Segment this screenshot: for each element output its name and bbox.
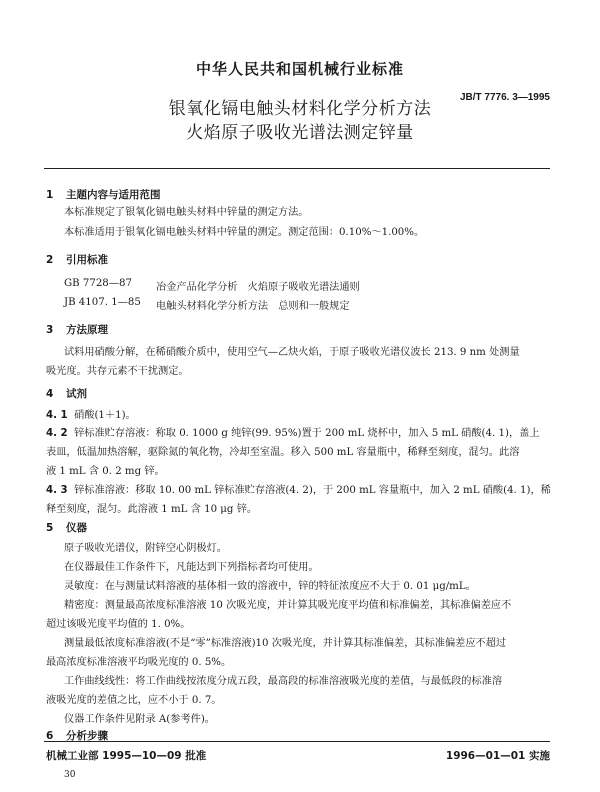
- paragraph: 表皿，低温加热溶解，驱除氮的氧化物，冷却至室温。移入 500 mL 容量瓶中，稀释至刻度，混匀。此溶: [46, 447, 520, 458]
- item-text: 锌标准贮存溶液：称取 0. 1000 g 纯锌(99. 95%)置于 200 mL 烧杯中，加入 5 mL 硝酸(4. 1)，盖上: [74, 428, 540, 439]
- reagent-item: [46, 406, 136, 426]
- item-text: 锌标准溶液：移取 10. 00 mL 锌标准贮存溶液(4. 2)，于 200 mL 容量瓶中，加入 2 mL 硝酸(4. 1)，稀: [74, 485, 551, 496]
- section-title: 方法原理: [66, 324, 108, 336]
- reagent-item: [46, 424, 540, 444]
- section-title: 试剂: [66, 388, 87, 400]
- paragraph: 最高浓度标准溶液平均吸光度的 0. 5%。: [46, 657, 232, 668]
- reference-code: JB 4107. 1—85: [64, 297, 141, 308]
- section-title: 分析步骤: [66, 730, 108, 742]
- section-number: 5: [46, 522, 54, 534]
- section-1-heading: [46, 187, 161, 202]
- paragraph: 工作曲线线性：将工作曲线按浓度分成五段，最高段的标准溶液吸光度的差值，与最低段的标准溶: [64, 676, 503, 687]
- section-number: 6: [46, 730, 54, 742]
- section-2-heading: [46, 252, 108, 267]
- paragraph: 液吸光度的差值之比，应不小于 0. 7。: [46, 695, 222, 706]
- paragraph: 灵敏度：在与测量试料溶液的基体相一致的溶液中，锌的特征浓度应不大于 0. 01 μg/mL。: [64, 581, 476, 592]
- reference-title: 冶金产品化学分析 火焰原子吸收光谱法通则: [156, 282, 360, 293]
- section-title: 仪器: [66, 522, 87, 534]
- paragraph: 液 1 mL 含 0. 2 mg 锌。: [46, 466, 165, 477]
- paragraph: 超过该吸光度平均值的 1. 0%。: [46, 619, 191, 630]
- paragraph: 精密度：测量最高浓度标准溶液 10 次吸光度，并计算其吸光度平均值和标准偏差，其标准偏差应不: [64, 600, 512, 611]
- document-title-line-2: 火焰原子吸收光谱法测定锌量: [186, 123, 414, 143]
- footer-divider: [44, 741, 550, 742]
- section-title: 引用标准: [66, 254, 108, 266]
- reference-code: GB 7728—87: [64, 278, 132, 289]
- page-number: 30: [64, 770, 76, 780]
- implementation-date: 1996—01—01 实施: [445, 750, 550, 762]
- item-number: 4. 2: [46, 428, 68, 439]
- item-number: 4. 3: [46, 485, 68, 496]
- paragraph: 吸光度。共存元素不干扰测定。: [46, 366, 189, 377]
- section-3-heading: [46, 322, 108, 337]
- section-number: 4: [46, 388, 54, 400]
- section-5-heading: [46, 520, 87, 535]
- section-number: 3: [46, 324, 54, 336]
- approval-date: 机械工业部 1995—10—09 批准: [46, 750, 207, 762]
- standard-number: JB/T 7776. 3—1995: [459, 92, 550, 103]
- paragraph: 释至刻度，混匀。此溶液 1 mL 含 10 μg 锌。: [46, 504, 258, 515]
- section-number: 1: [46, 189, 54, 201]
- section-number: 2: [46, 254, 54, 266]
- item-number: 4. 1: [46, 410, 68, 421]
- item-text: 硝酸(1＋1)。: [74, 410, 136, 421]
- reagent-item: [46, 481, 551, 501]
- paragraph: 测量最低浓度标准溶液(不是“零”标准溶液)10 次吸光度，并计算其标准偏差，其标准偏差应不超过: [64, 638, 507, 649]
- section-4-heading: [46, 386, 87, 401]
- paragraph: 本标准适用于银氧化镉电触头材料中锌量的测定。测定范围：0.10%～1.00%。: [64, 227, 425, 238]
- paragraph: 试料用硝酸分解，在稀硝酸介质中，使用空气—乙炔火焰，于原子吸收光谱仪波长 213. 9 nm 处测量: [64, 347, 520, 358]
- issuing-organization: 中华人民共和国机械行业标准: [195, 60, 404, 78]
- header-divider: [44, 168, 550, 169]
- paragraph: 仪器工作条件见附录 A(参考件)。: [64, 714, 215, 725]
- paragraph: 原子吸收光谱仪，附锌空心阴极灯。: [64, 543, 227, 554]
- paragraph: 在仪器最佳工作条件下，凡能达到下列指标者均可使用。: [64, 562, 319, 573]
- reference-title: 电触头材料化学分析方法 总则和一般规定: [156, 301, 350, 312]
- section-title: 主题内容与适用范围: [66, 189, 161, 201]
- document-title-line-1: 银氧化镉电触头材料化学分析方法: [168, 99, 432, 119]
- paragraph: 本标准规定了银氧化镉电触头材料中锌量的测定方法。: [64, 207, 309, 218]
